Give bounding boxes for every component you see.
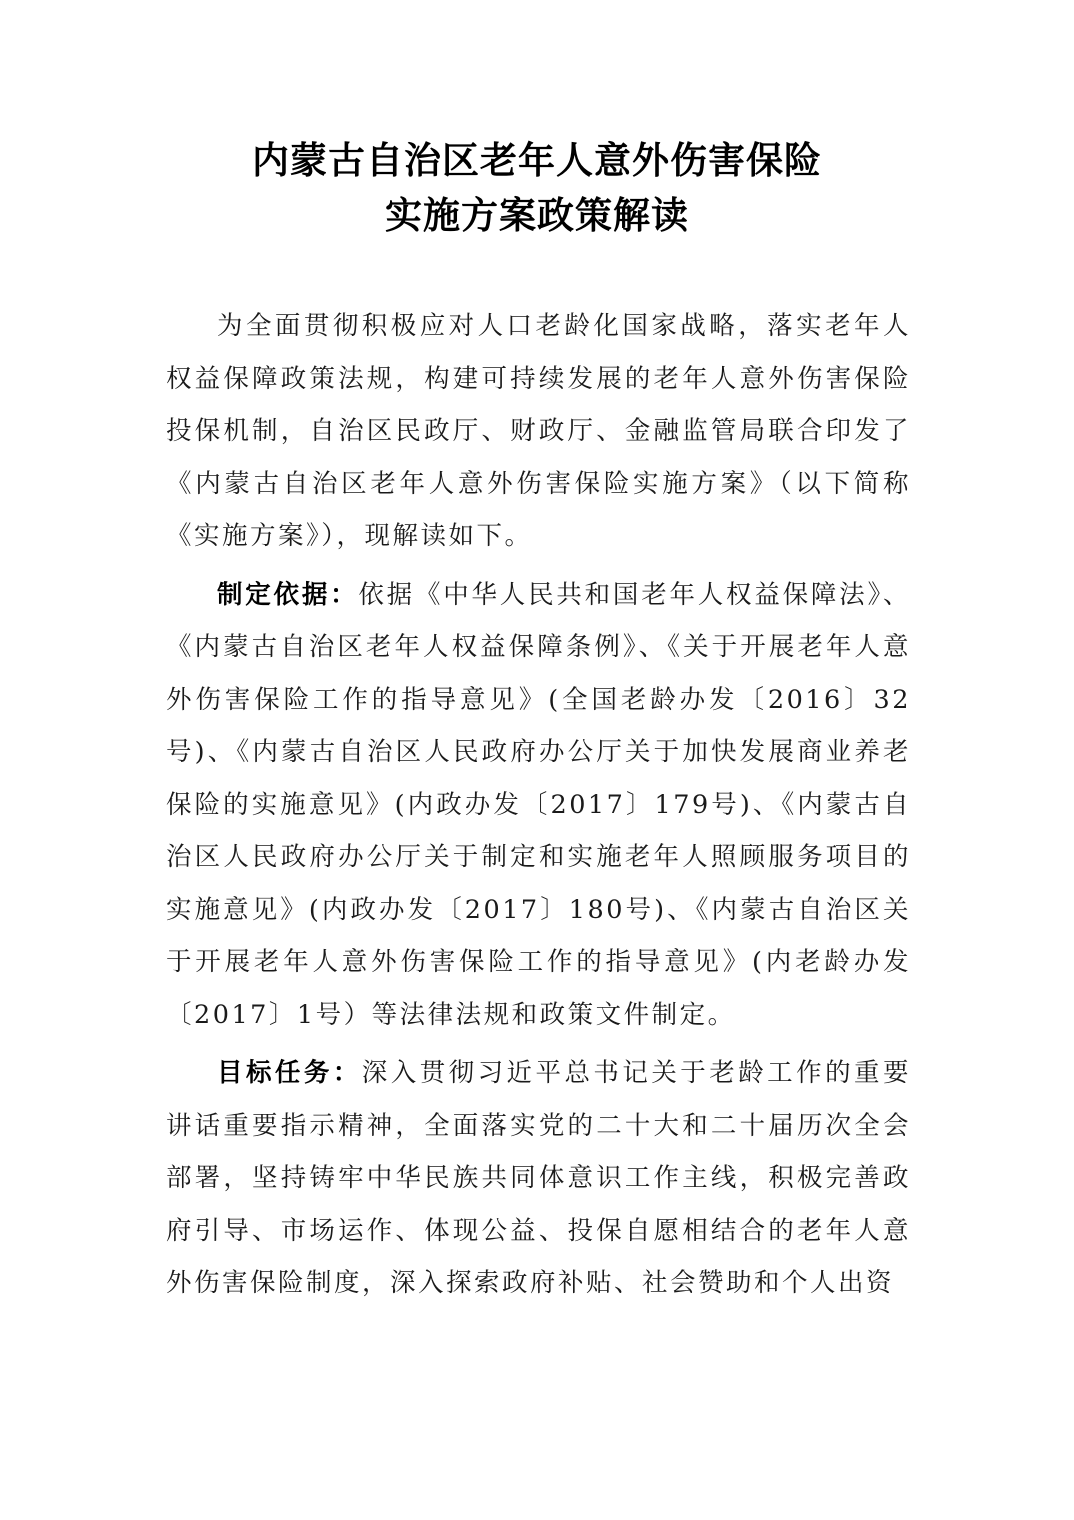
document-body — [166, 300, 911, 1310]
intro-paragraph: 为全面贯彻积极应对人口老龄化国家战略，落实老年人权益保障政策法规，构建可持续发展的老年人意外伤害保险投保机制，自治区民政厅、财政厅、金融监管局联合印发了《内蒙古自治区老年人意外伤害保险实施方案》（以下简称《实施方案》），现解读如下。 — [166, 311, 911, 551]
goal-text: 深入贯彻习近平总书记关于老龄工作的重要讲话重要指示精神，全面落实党的二十大和二十届历次全会部署，坚持铸牢中华民族共同体意识工作主线，积极完善政府引导、市场运作、体现公益、投保自愿相结合的老年人意外伤害保险制度，深入探索政府补贴、社会赞助和个人出资 — [166, 1058, 911, 1298]
basis-text: 依据《中华人民共和国老年人权益保障法》、《内蒙古自治区老年人权益保障条例》、《关于开展老年人意外伤害保险工作的指导意见》(全国老龄办发〔2016〕32号)、《内蒙古自治区人民政府办公厅关于加快发展商业养老保险的实施意见》(内政办发〔2017〕179号)、《内蒙古自治区人民政府办公厅关于制定和实施老年人照顾服务项目的实施意见》(内政办发〔2017〕180号)、《内蒙古自治区关于开展老年人意外伤害保险工作的指导意见》(内老龄办发〔2017〕1号）等法律法规和政策文件制定。 — [166, 579, 911, 1030]
goal-heading: 目标任务： — [217, 1058, 362, 1088]
goal-paragraph — [166, 1047, 911, 1310]
basis-paragraph — [166, 569, 911, 1042]
document-title-line-1: 内蒙古自治区老年人意外伤害保险 — [252, 138, 822, 182]
basis-heading: 制定依据： — [217, 579, 359, 610]
document-title-line-2: 实施方案政策解读 — [385, 193, 689, 237]
